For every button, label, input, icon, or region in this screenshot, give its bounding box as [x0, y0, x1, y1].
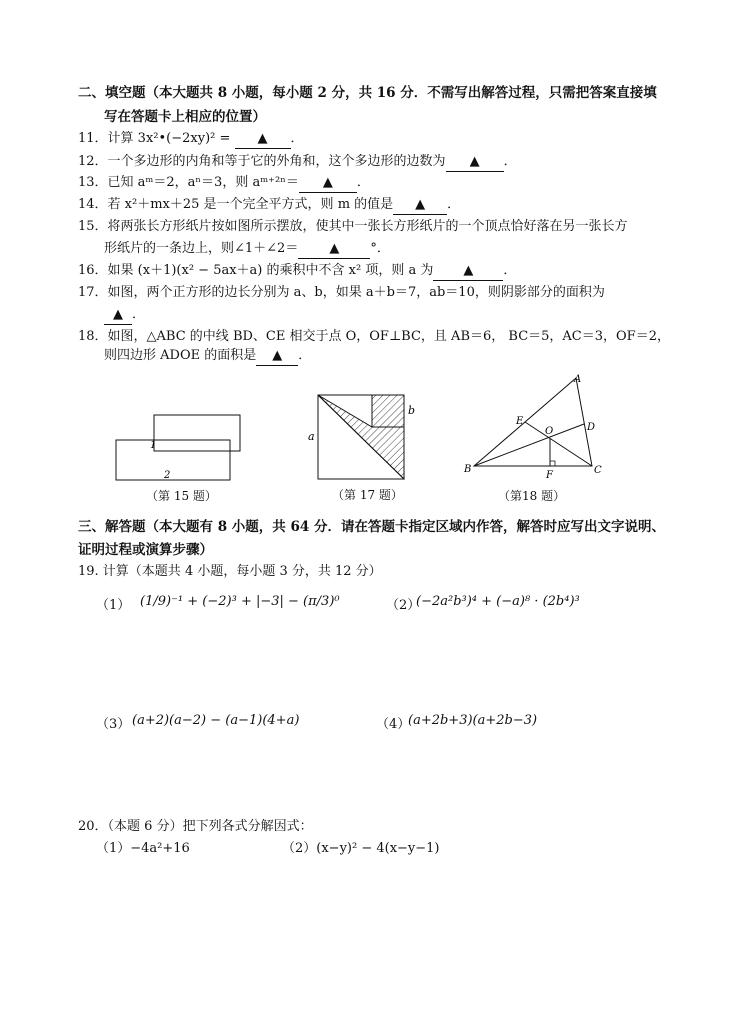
question-20-title: 20．（本题 6 分）把下列各式分解因式：	[78, 819, 313, 834]
side-b-label: b	[408, 404, 416, 417]
question-15: 15．将两张长方形纸片按如图所示摆放，使其中一张长方形纸片的一个顶点恰好落在另一张长方	[78, 219, 628, 234]
median-ce	[525, 422, 592, 466]
answer-blank: ▲	[104, 306, 132, 325]
figure-17	[308, 392, 418, 482]
point-e-label: E	[516, 416, 524, 427]
figure-17-caption: （第 17 题）	[332, 488, 403, 502]
q20-part2: （2）(x−y)² − 4(x−y−1)	[282, 841, 440, 856]
question-12: 12．一个多边形的内角和等于它的外角和，这个多边形的边数为 ▲ ．	[78, 153, 517, 172]
q20-part1: （1）−4a²+16	[96, 841, 190, 856]
section2-heading-cont: 写在答题卡上相应的位置）	[104, 109, 266, 125]
side-a-label: a	[308, 430, 315, 443]
q19-part1-expression: (1/9)⁻¹ + (−2)³ + |−3| − (π/3)⁰	[140, 594, 340, 609]
median-bd	[474, 424, 584, 466]
figure-15-caption: （第 15 题）	[146, 489, 217, 503]
question-18: 18．如图，△ABC 的中线 BD、CE 相交于点 O，OF⊥BC，且 AB＝6， BC＝5，AC＝3，OF＝2，	[78, 329, 670, 344]
section3-heading-cont: 证明过程或演算步骤）	[78, 542, 213, 558]
section3-heading: 三、解答题（本大题有 8 小题，共 64 分．请在答题卡指定区域内作答，解答时应写出文字说明、	[78, 519, 665, 535]
rectangle-upper	[154, 415, 240, 451]
point-d-label: D	[587, 422, 596, 433]
q19-part1-number: （1）	[96, 598, 131, 613]
answer-blank: ▲	[393, 196, 447, 215]
figure-15	[110, 410, 290, 490]
rectangle-lower	[116, 440, 230, 480]
q19-part2-expression: (−2a²b³)⁴ + (−a)⁸ · (2b⁴)³	[416, 594, 580, 609]
question-13: 13．已知 aᵐ＝2，aⁿ＝3，则 aᵐ⁺²ⁿ＝ ▲ ．	[78, 174, 370, 193]
small-square	[372, 395, 404, 427]
answer-blank: ▲	[235, 130, 291, 149]
point-a-label: A	[574, 374, 582, 385]
answer-blank: ▲	[298, 240, 370, 259]
q19-part4-expression: (a+2b+3)(a+2b−3)	[408, 713, 538, 728]
question-15-cont: 形纸片的一条边上，则∠1＋∠2＝ ▲ °．	[104, 240, 390, 259]
point-f-label: F	[546, 470, 553, 481]
angle-1-label: 1	[150, 440, 157, 451]
answer-blank: ▲	[446, 153, 504, 172]
q19-part2-number: （2）	[386, 598, 421, 613]
question-17-cont: ▲ ．	[104, 306, 145, 325]
question-11: 11．计算 3x²•(−2xy)² = ▲ ．	[78, 130, 304, 149]
right-angle-mark	[550, 461, 555, 466]
q19-part3-expression: (a+2)(a−2) − (a−1)(4+a)	[132, 713, 300, 728]
answer-blank: ▲	[299, 174, 357, 193]
question-17: 17．如图，两个正方形的边长分别为 a、b，如果 a＋b＝7，ab＝10，则阴影部分的面积为	[78, 285, 605, 300]
figure-18-caption: （第18 题）	[498, 489, 566, 503]
angle-2-label: 2	[164, 470, 171, 481]
question-19-title: 19. 计算（本题共 4 小题，每小题 3 分，共 12 分）	[78, 564, 382, 579]
point-o-label: O	[545, 426, 554, 437]
triangle-abc	[474, 378, 592, 466]
point-b-label: B	[464, 464, 472, 475]
point-c-label: C	[594, 465, 602, 476]
q19-part3-number: （3）	[96, 717, 131, 732]
answer-blank: ▲	[256, 347, 298, 366]
question-18-cont: 则四边形 ADOE 的面积是 ▲ ．	[104, 347, 311, 366]
question-16: 16．如果 (x＋1)(x² − 5ax＋a) 的乘积中不含 x² 项，则 a 为 ▲ ．	[78, 262, 516, 281]
q19-part4-number: （4）	[376, 717, 411, 732]
answer-blank: ▲	[433, 262, 503, 281]
section2-heading: 二、填空题（本大题共 8 小题，每小题 2 分，共 16 分．不需写出解答过程，只需把答案直接填	[78, 85, 657, 101]
figure-18	[462, 372, 612, 482]
question-14: 14．若 x²＋mx＋25 是一个完全平方式，则 m 的值是 ▲ ．	[78, 196, 460, 215]
